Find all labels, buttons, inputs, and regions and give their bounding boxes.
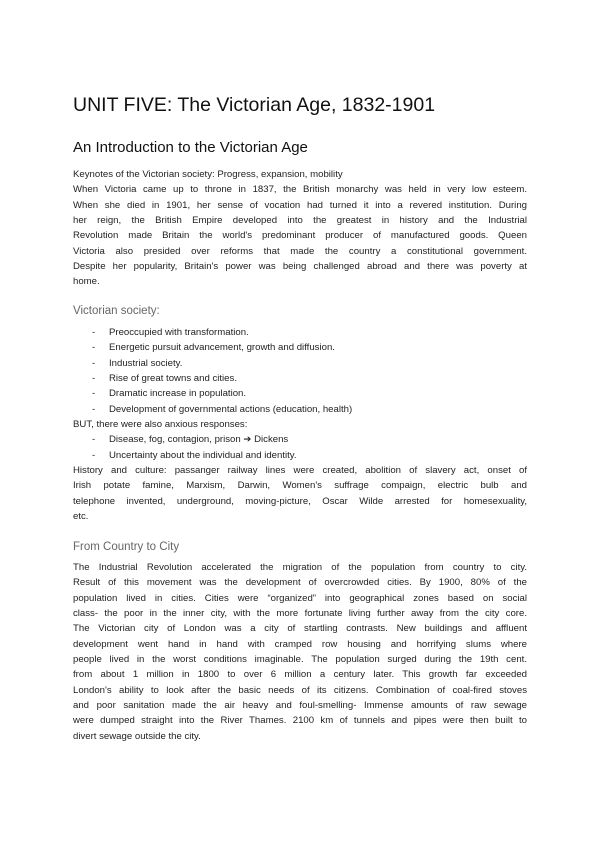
text-line: When she died in 1901, her sense of vocation had turned it into a revered institution. During [73, 199, 527, 211]
text-line: The Industrial Revolution accelerated the migration of the population from country to city. [73, 562, 527, 573]
list-item: - Industrial society. [92, 357, 183, 369]
text-line: class- the poor in the inner city, with the more fortunate living further away from the city core. [73, 608, 527, 620]
text-line: people lived in the worst conditions imaginable. The population surged during the 19th cent. [73, 654, 527, 666]
text-line: divert sewage outside the city. [73, 730, 201, 742]
text-line: population lived in cities. Cities were “organized” into geographical zones based on social [73, 592, 527, 604]
text-line: London's ability to look after the basic needs of its citizens. Combination of coal-fired stoves [73, 684, 527, 696]
list-item: - Rise of great towns and cities. [92, 373, 237, 385]
list-item: - Development of governmental actions (education, health) [92, 403, 353, 415]
text-line: History and culture: passanger railway lines were created, abolition of slavery act, onset of [73, 465, 527, 477]
text-line: development went hand in hand with cramped row housing and horrifying slums where [73, 638, 527, 650]
text-line: home. [73, 276, 100, 288]
list-item: - Preoccupied with transformation. [92, 327, 249, 338]
text-line: Despite her popularity, Britain's power was being challenged abroad and there was poverty at [73, 261, 527, 273]
text-line: etc. [73, 511, 89, 523]
text-line: Irish potate famine, Marxism, Darwin, Women's suffrage compaign, electric bulb and [73, 480, 527, 492]
list-item: - Dramatic increase in population. [92, 388, 247, 400]
text-line: Victoria also presided over reforms that made the country a constitutional government. [73, 245, 527, 257]
text-line: telephone invented, underground, moving-picture, Oscar Wilde arrested for homesexuality, [73, 495, 527, 507]
text-line: her reign, the British Empire developed into the greatest in history and the Industrial [73, 215, 527, 227]
text-line: from about 1 million in 1800 to over 6 million a century later. This growth far exceeded [73, 669, 527, 681]
list-item: - Uncertainty about the individual and identity. [92, 449, 297, 461]
city-section [73, 541, 527, 744]
intro-heading: An Introduction to the Victorian Age [73, 139, 308, 156]
list-item: - Disease, fog, contagion, prison ➔ Dickens [92, 434, 289, 446]
keynotes-line: Keynotes of the Victorian society: Progress, expansion, mobility [73, 169, 343, 180]
society-section [73, 305, 527, 524]
text-line: Revolution made Britain the world's predominant producer of manufactured goods. Queen [73, 230, 527, 242]
city-heading: From Country to City [73, 541, 180, 553]
text-line: Result of this movement was the development of overcrowded cities. By 1900, 80% of the [73, 577, 527, 589]
text-line: were dumped straight into the River Thames. 2100 km of tunnels and pipes were then built to [73, 715, 527, 727]
intro-section [73, 167, 527, 290]
text-line: and poor sanitation made the air heavy and foul-smelling- Immense amounts of raw sewage [73, 700, 527, 712]
page-title: UNIT FIVE: The Victorian Age, 1832-1901 [73, 94, 436, 116]
text-line: The Victorian city of London was a city of startling contrasts. New buildings and affluent [73, 623, 527, 635]
but-line: BUT, there were also anxious responses: [73, 419, 248, 431]
list-item: - Energetic pursuit advancement, growth and diffusion. [92, 342, 335, 354]
text-line: When Victoria came up to throne in 1837, the British monarchy was held in very low esteem. [73, 184, 527, 196]
society-heading: Victorian society: [73, 305, 160, 317]
